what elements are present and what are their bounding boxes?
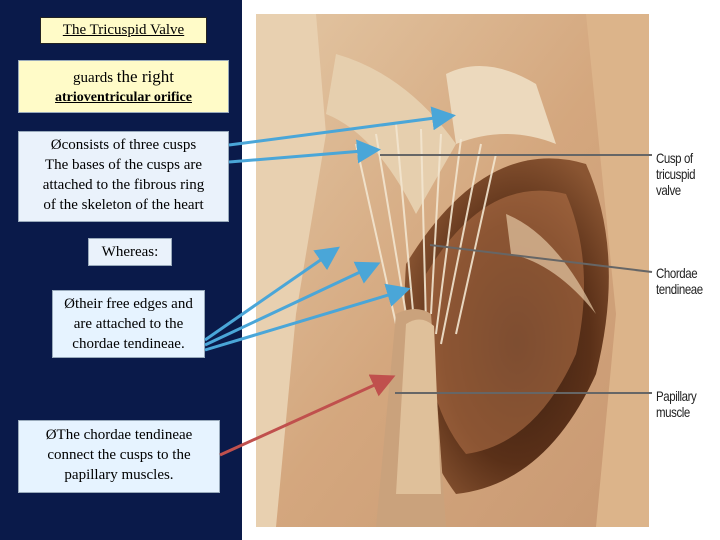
connect-line-3: papillary muscles. [64, 467, 174, 483]
label-chordae-line-2: tendineae [656, 281, 703, 297]
whereas-box [88, 238, 172, 266]
guards-orifice: atrioventricular orifice [55, 90, 192, 105]
cusps-line-4: of the skeleton of the heart [43, 197, 204, 213]
connect-line-1: The chordae tendineae [56, 427, 193, 443]
free-edges-box [52, 290, 205, 358]
whereas-text: Whereas: [101, 244, 159, 260]
bullet-arrow-icon: Ø [50, 137, 62, 153]
connect-line-2: connect the cusps to the [47, 447, 191, 463]
bullet-arrow-icon: Ø [64, 296, 75, 312]
label-chordae-line-1: Chordae [656, 265, 698, 281]
cusps-line-3: attached to the fibrous ring [42, 177, 205, 193]
bullet-arrow-icon: Ø [45, 427, 57, 443]
slide-title [40, 17, 207, 44]
cusps-line-2: The bases of the cusps are [44, 157, 203, 173]
free-line-3: chordae tendineae. [72, 336, 185, 352]
guards-highlight: the right [116, 67, 174, 86]
cusps-line-1: consists of three cusps [61, 137, 197, 153]
guards-box [18, 60, 229, 113]
slide-title-text: The Tricuspid Valve [62, 22, 185, 38]
label-cusp-line-2: tricuspid [656, 166, 696, 182]
heart-dissection-photo [256, 14, 649, 527]
guards-text: guards [73, 70, 117, 86]
label-cusp-line-1: Cusp of [656, 150, 693, 166]
free-line-1: their free edges and [74, 296, 193, 312]
cusps-box [18, 131, 229, 222]
label-papillary-line-1: Papillary [656, 388, 697, 404]
label-cusp-of-tricuspid-valve [656, 150, 695, 198]
label-chordae-tendineae [656, 265, 703, 297]
connect-box [18, 420, 220, 493]
free-line-2: are attached to the [73, 316, 184, 332]
label-papillary-line-2: muscle [656, 404, 690, 420]
label-cusp-line-3: valve [656, 182, 681, 198]
label-papillary-muscle [656, 388, 696, 420]
